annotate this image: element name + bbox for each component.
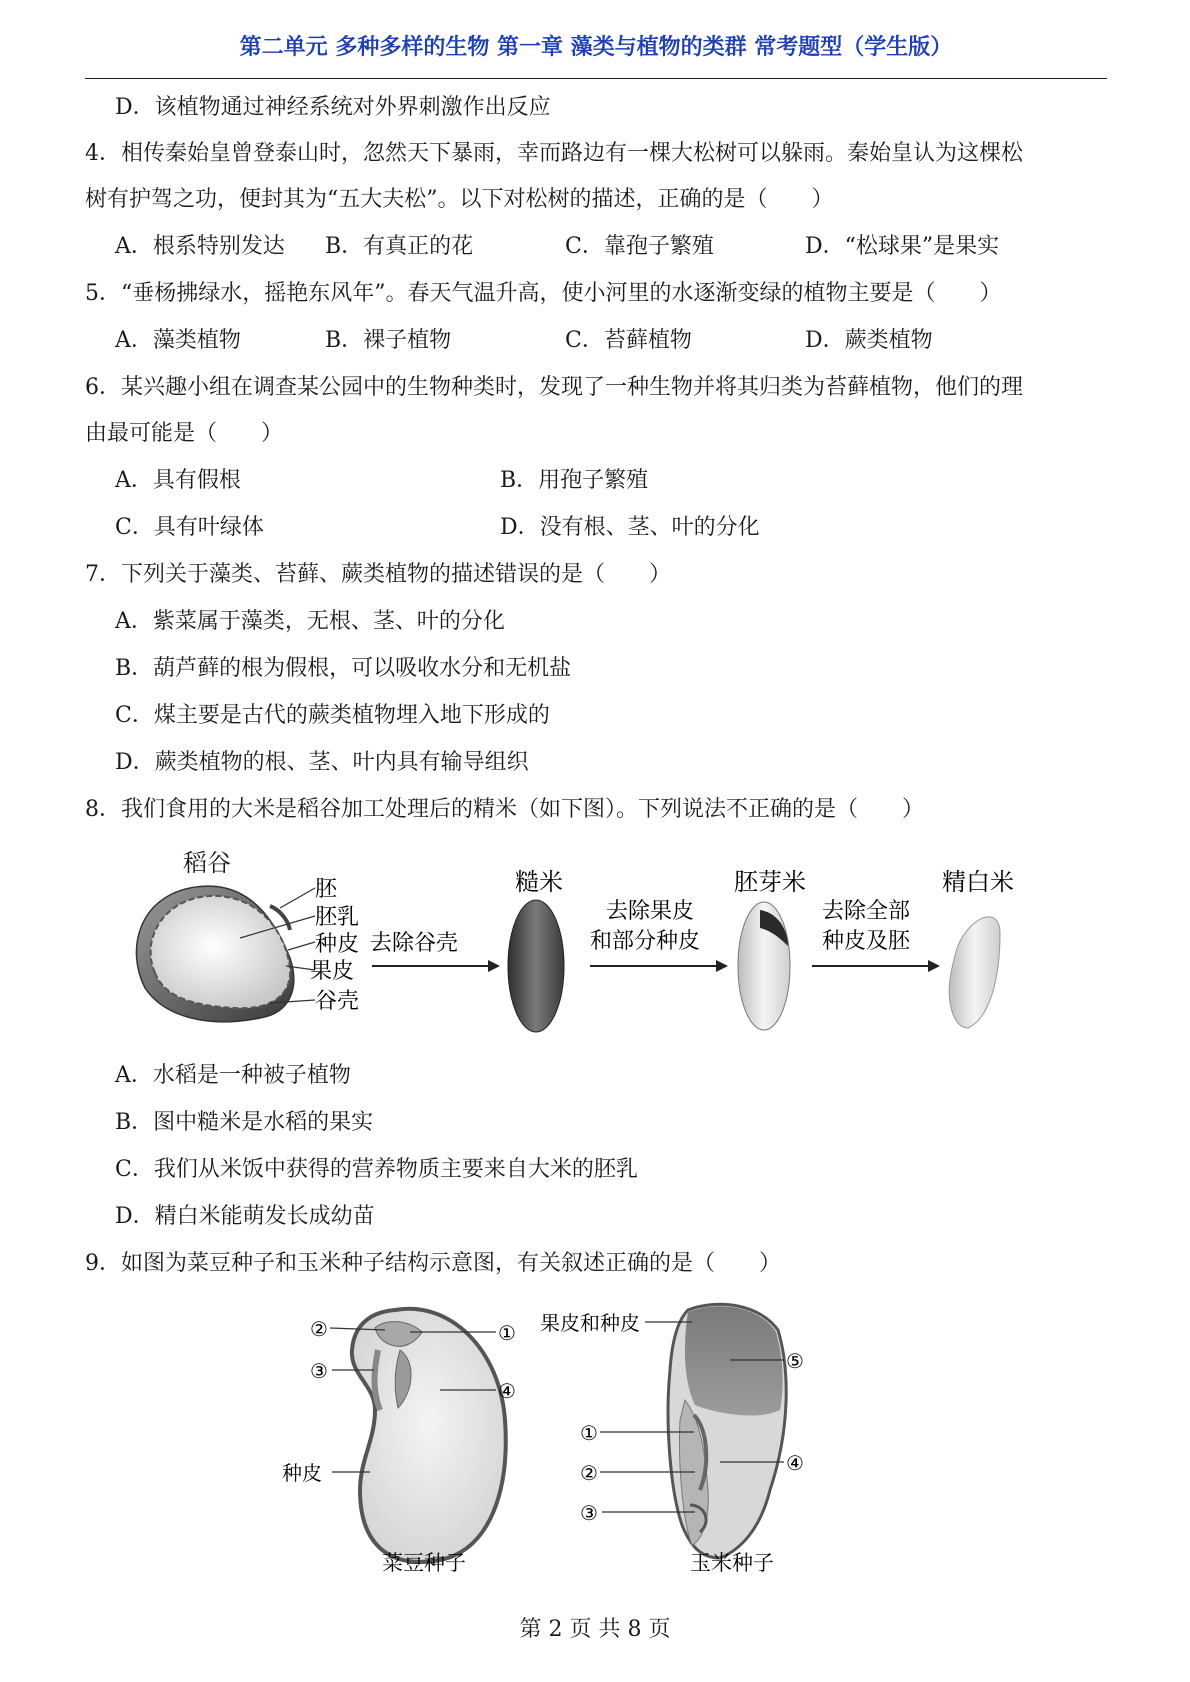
q6-option-a: A．具有假根	[115, 468, 241, 493]
q6-option-b: B．用孢子繁殖	[500, 468, 649, 493]
q4-option-a: A．根系特别发达	[115, 234, 285, 259]
q5-option-a: A．藻类植物	[115, 328, 241, 353]
bean-seed-drawing	[352, 1309, 506, 1562]
q8-option-b: B．图中糙米是水稻的果实	[115, 1110, 374, 1135]
bean-label-2: ②	[310, 1317, 328, 1341]
brown-rice-label: 糙米	[515, 868, 563, 896]
q8-option-d: D．精白米能萌发长成幼苗	[115, 1204, 375, 1229]
q6-option-c: C．具有叶绿体	[115, 515, 264, 540]
step3-label-line2: 种皮及胚	[822, 929, 911, 954]
q5-option-b: B．裸子植物	[325, 328, 452, 353]
corn-caption: 玉米种子	[690, 1551, 774, 1575]
q5-option-d: D．蕨类植物	[805, 328, 933, 353]
arrow-2-head	[716, 960, 728, 972]
white-rice-label: 精白米	[942, 868, 1014, 896]
q5-option-c: C．苔藓植物	[565, 328, 692, 353]
q4-stem-line1: 4．相传秦始皇曾登泰山时，忽然天下暴雨，幸而路边有一棵大松树可以躲雨。秦始皇认为这棵松	[85, 141, 1024, 166]
label-seed-coat: 种皮	[315, 932, 360, 957]
bean-caption: 菜豆种子	[382, 1551, 466, 1575]
q4-stem-line2: 树有护驾之功，便封其为“五大夫松”。以下对松树的描述，正确的是（ ）	[85, 187, 834, 212]
q7-option-a: A．紫菜属于藻类，无根、茎、叶的分化	[115, 609, 505, 634]
q6-option-d: D．没有根、茎、叶的分化	[500, 515, 760, 540]
label-endosperm: 胚乳	[315, 905, 360, 930]
corn-label-4: ④	[786, 1451, 804, 1475]
label-husk: 谷壳	[315, 989, 360, 1014]
step1-label: 去除谷壳	[370, 931, 459, 956]
q8-stem: 8．我们食用的大米是稻谷加工处理后的精米（如下图）。下列说法不正确的是（ ）	[85, 797, 924, 822]
q7-option-c: C．煤主要是古代的蕨类植物埋入地下形成的	[115, 703, 550, 728]
rice-grain-drawing	[136, 886, 293, 1022]
label-embryo: 胚	[315, 877, 338, 902]
germ-rice-drawing	[738, 902, 790, 1030]
rice-grain-title: 稻谷	[183, 849, 231, 877]
q8-option-a: A．水稻是一种被子植物	[115, 1063, 351, 1088]
germ-rice-label: 胚芽米	[734, 868, 806, 896]
corn-label-1: ①	[580, 1421, 598, 1445]
q9-stem: 9．如图为菜豆种子和玉米种子结构示意图，有关叙述正确的是（ ）	[85, 1251, 781, 1276]
q8-option-c: C．我们从米饭中获得的营养物质主要来自大米的胚乳	[115, 1157, 638, 1182]
q4-option-b: B．有真正的花	[325, 234, 474, 259]
step2-label-line1: 去除果皮	[606, 899, 695, 924]
header-divider	[85, 78, 1107, 79]
q7-stem: 7．下列关于藻类、苔藓、蕨类植物的描述错误的是（ ）	[85, 562, 671, 587]
corn-label-3: ③	[580, 1501, 598, 1525]
arrow-3-head	[928, 960, 940, 972]
bean-label-4: ④	[498, 1379, 516, 1403]
q4-option-d: D．“松球果”是果实	[805, 234, 1000, 259]
arrow-1-head	[488, 960, 500, 972]
corn-label-pericarp-seedcoat: 果皮和种皮	[540, 1311, 640, 1335]
q7-option-b: B．葫芦藓的根为假根，可以吸收水分和无机盐	[115, 656, 572, 681]
step3-label-line1: 去除全部	[822, 899, 911, 924]
step2-label-line2: 和部分种皮	[590, 929, 701, 954]
bean-label-3: ③	[310, 1359, 328, 1383]
corn-label-2: ②	[580, 1461, 598, 1485]
page-header-title: 第二单元 多种多样的生物 第一章 藻类与植物的类群 常考题型（学生版）	[239, 35, 953, 60]
q6-stem-line1: 6．某兴趣小组在调查某公园中的生物种类时，发现了一种生物并将其归类为苔藓植物，他们的理	[85, 375, 1024, 400]
rice-processing-figure	[120, 838, 1040, 1038]
bean-label-seed-coat: 种皮	[282, 1461, 322, 1485]
page-number-footer: 第 2 页 共 8 页	[519, 1617, 671, 1642]
q3-option-d: D．该植物通过神经系统对外界刺激作出反应	[115, 95, 551, 120]
brown-rice-drawing	[508, 900, 564, 1032]
corn-seed-drawing	[668, 1304, 786, 1558]
label-pericarp: 果皮	[310, 959, 355, 984]
seed-structure-figure	[282, 1290, 910, 1590]
q7-option-d: D．蕨类植物的根、茎、叶内具有输导组织	[115, 750, 529, 775]
q5-stem-line1: 5．“垂杨拂绿水，摇艳东风年”。春天气温升高，使小河里的水逐渐变绿的植物主要是（ ）	[85, 281, 1002, 306]
bean-label-1: ①	[498, 1321, 516, 1345]
white-rice-drawing	[949, 917, 1000, 1028]
corn-label-5: ⑤	[786, 1349, 804, 1373]
q6-stem-line2: 由最可能是（ ）	[85, 421, 284, 446]
q4-option-c: C．靠孢子繁殖	[565, 234, 714, 259]
